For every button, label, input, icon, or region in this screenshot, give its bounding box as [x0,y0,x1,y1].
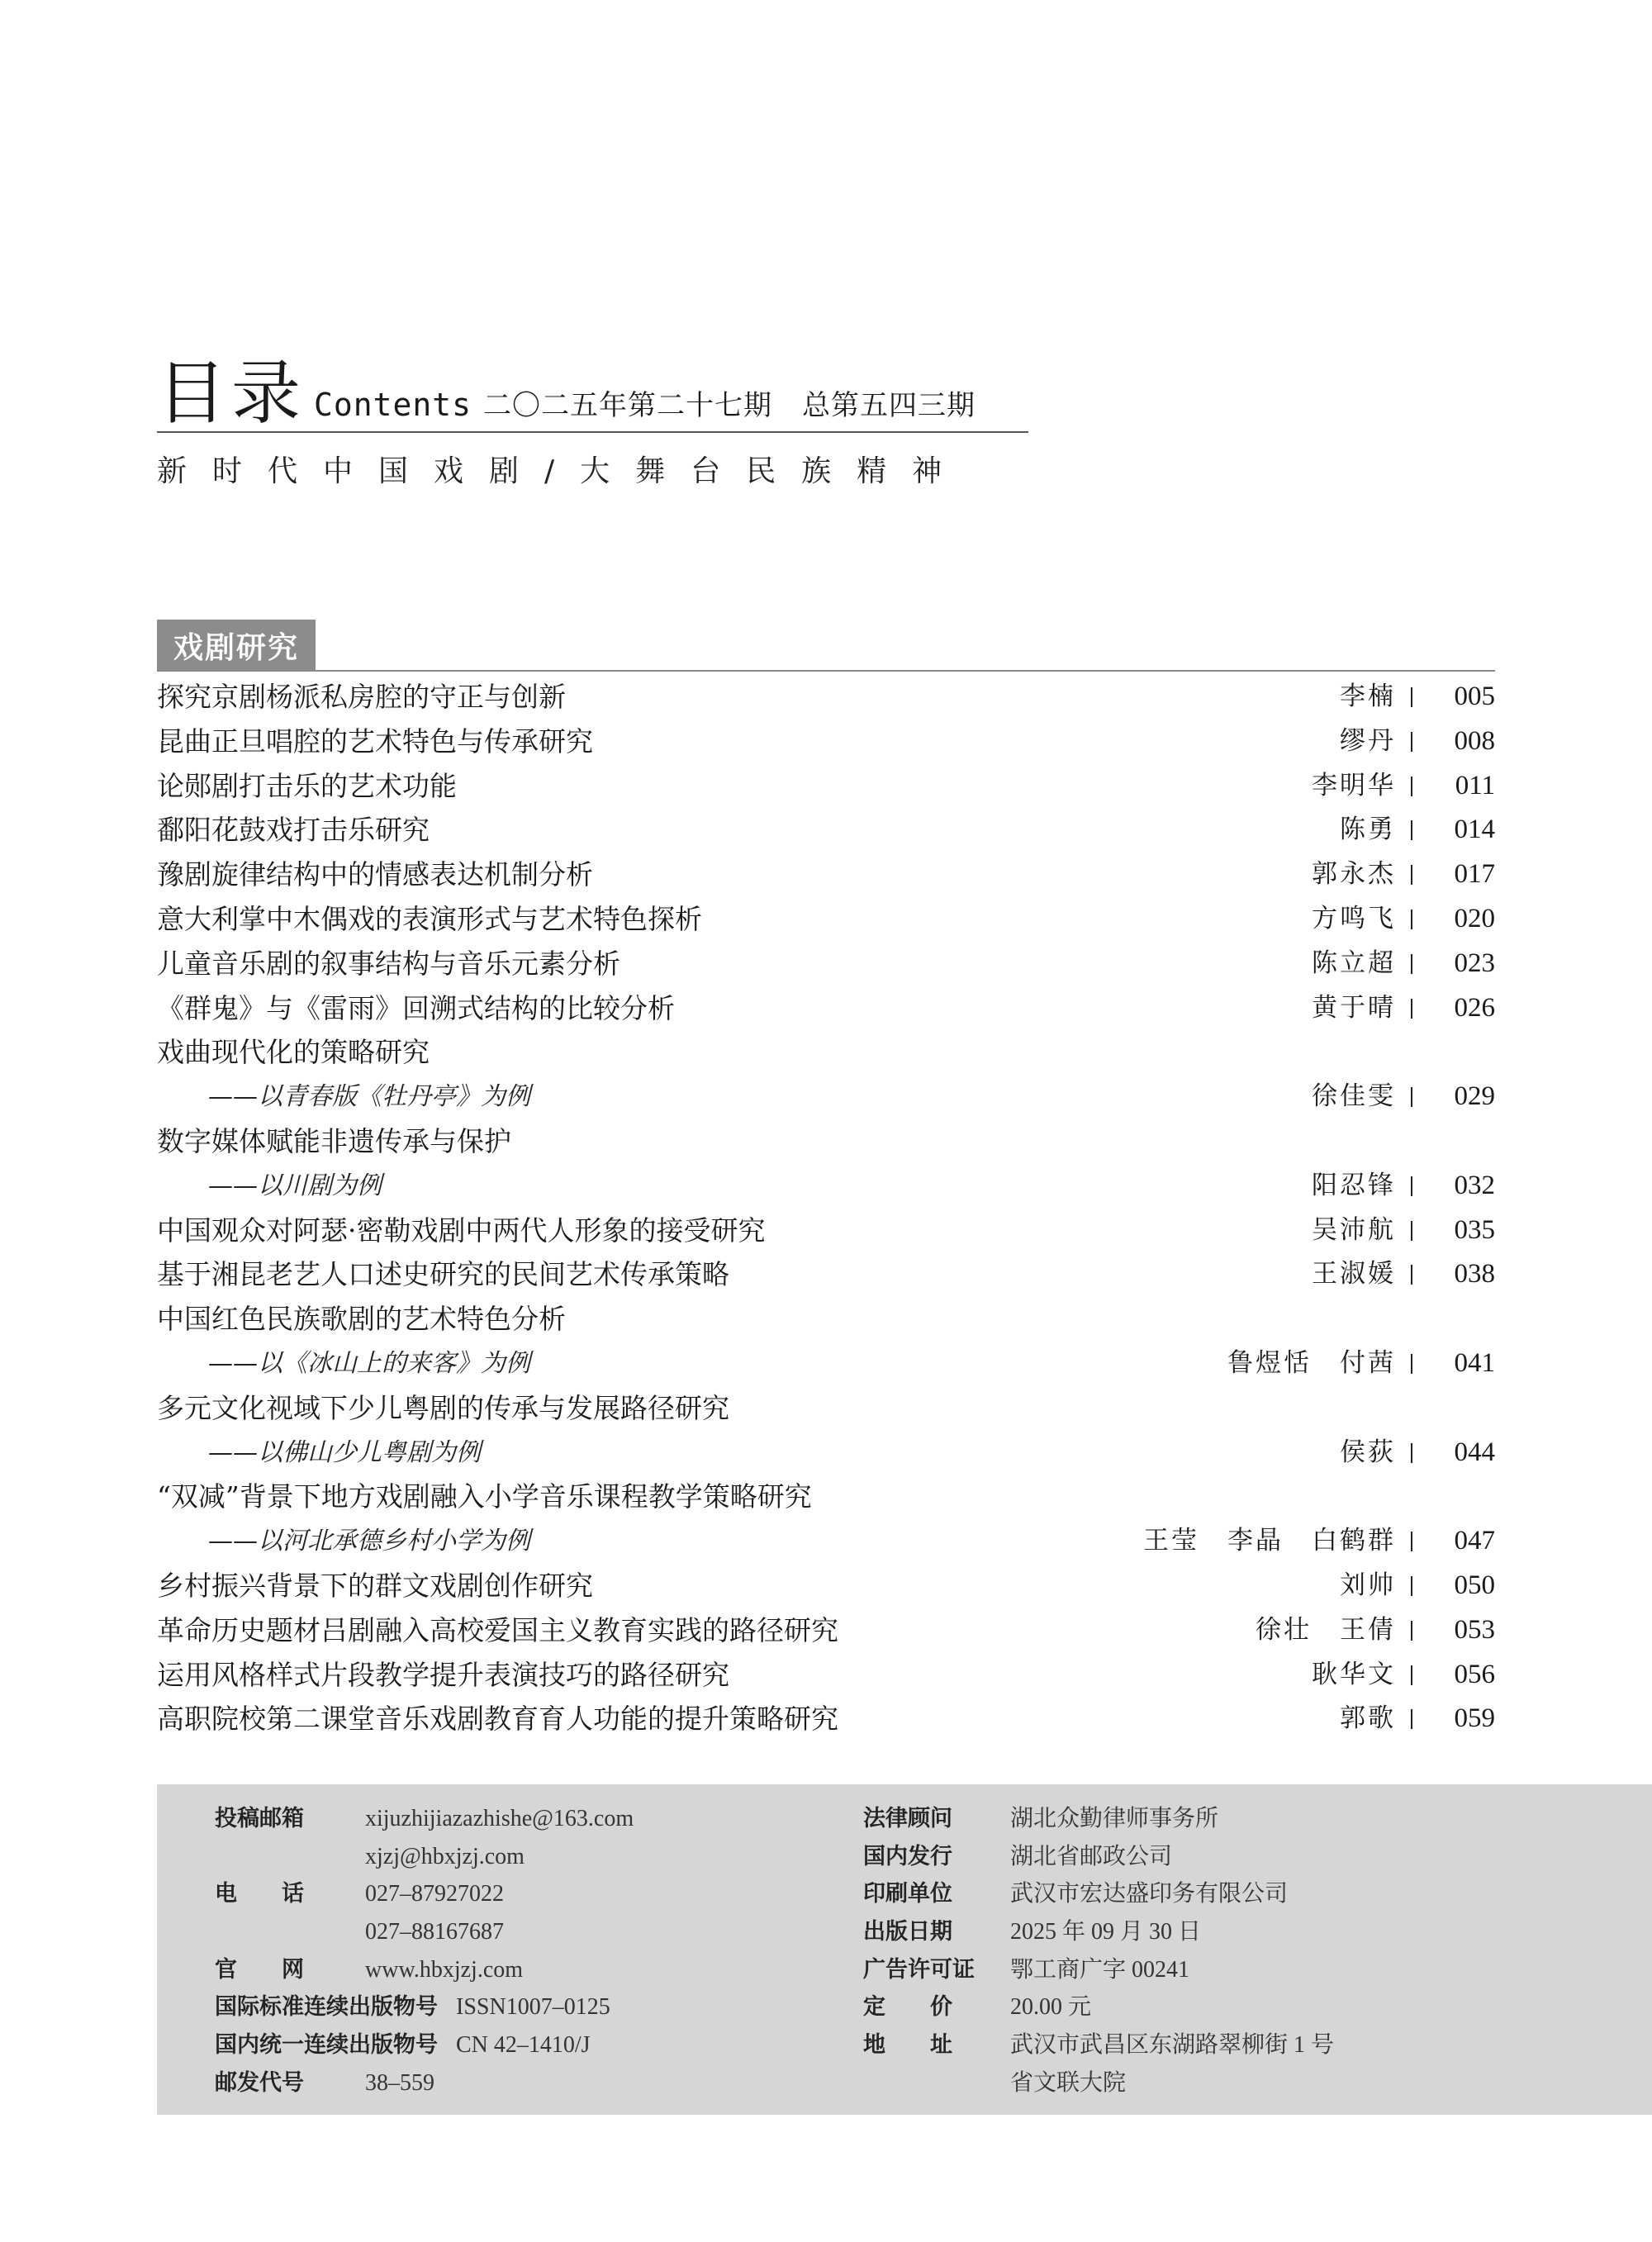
page-number: 050 [1454,1570,1495,1600]
toc-row[interactable] [157,1475,1495,1519]
page-separator [1411,999,1412,1019]
article-author: 李明华 [1312,770,1396,800]
article-author: 方鸣飞 [1312,903,1396,933]
toc-row[interactable] [157,1608,1495,1653]
article-subtitle: ——以河北承德乡村小学为例 [208,1527,530,1556]
info-value: 省文联大院 [1010,2069,1127,2096]
info-column-right [863,1799,1334,2102]
info-value: www.hbxjzj.com [365,1956,524,1983]
info-row [215,1874,634,1912]
article-author: 缪丹 [1340,725,1396,756]
article-title: 高职院校第二课堂音乐戏剧教育育人功能的提升策略研究 [157,1703,838,1736]
info-label: 法律顾问 [863,1806,952,1831]
info-value: CN 42–1410/J [456,2032,591,2059]
page-number: 044 [1454,1437,1495,1467]
article-title: 论郧剧打击乐的艺术功能 [157,769,457,802]
toc-row[interactable] [157,1119,1495,1164]
article-author: 阳忍锋 [1312,1170,1396,1200]
info-label: 定 价 [863,1994,952,2021]
page-separator [1411,1087,1412,1107]
page-separator [1411,1576,1412,1596]
article-title: 多元文化视域下少儿粤剧的传承与发展路径研究 [157,1391,729,1424]
page-separator [1411,687,1412,707]
section-header [157,617,1495,672]
info-label: 国内发行 [863,1843,952,1869]
total-issue-number: 总第五四三期 [802,389,976,422]
toc-row[interactable] [157,1030,1495,1075]
article-author: 耿华文 [1312,1659,1396,1689]
info-label: 邮发代号 [215,2069,304,2096]
article-author: 陈勇 [1340,815,1396,845]
page-number: 005 [1454,682,1495,711]
article-title: 豫剧旋律结构中的情感表达机制分析 [157,858,593,891]
info-label: 广告许可证 [863,1956,975,1983]
page-separator [1411,865,1412,885]
article-author: 王淑媛 [1312,1259,1396,1290]
page-number: 059 [1454,1703,1495,1734]
info-row [863,2064,1334,2102]
info-row [863,1874,1334,1912]
article-title: 中国观众对阿瑟·密勒戏剧中两代人形象的接受研究 [157,1214,766,1247]
toc-row[interactable] [157,1697,1495,1741]
info-value: 湖北众勤律师事务所 [1010,1806,1219,1831]
page-separator [1411,777,1412,796]
info-label: 电 话 [215,1881,304,1907]
article-title: 昆曲正旦唱腔的艺术特色与传承研究 [157,724,593,758]
article-title: 中国红色民族歌剧的艺术特色分析 [157,1303,566,1336]
info-value: 鄂工商广字 00241 [1010,1956,1190,1983]
article-author: 吴沛航 [1312,1214,1396,1245]
page-number: 056 [1454,1659,1495,1689]
article-title: 儿童音乐剧的叙事结构与音乐元素分析 [157,947,620,980]
info-row [863,1950,1334,1988]
article-subtitle: ——以川剧为例 [208,1171,382,1200]
page-separator [1411,1221,1412,1241]
info-row [863,1837,1334,1875]
info-row [215,2064,634,2102]
article-title: 革命历史题材吕剧融入高校爱国主义教育实践的路径研究 [157,1613,838,1646]
info-row [215,1912,634,1950]
masthead [157,354,1028,490]
page-title: 目录 [157,353,306,434]
article-author: 侯荻 [1340,1437,1396,1467]
page-number: 026 [1454,992,1495,1023]
toc-subtitle-row[interactable] [157,1075,1495,1119]
toc-row[interactable] [157,1297,1495,1342]
info-value: 武汉市武昌区东湖路翠柳街 1 号 [1010,2032,1335,2059]
page-separator [1411,1443,1412,1463]
toc-row[interactable] [157,1386,1495,1431]
info-value: 38–559 [365,2069,434,2096]
article-subtitle: ——以佛山少儿粤剧为例 [208,1437,481,1467]
info-row [863,1912,1334,1950]
info-value: ISSN1007–0125 [456,1994,610,2021]
page-number: 011 [1455,770,1495,800]
article-author: 刘帅 [1340,1570,1396,1600]
info-value: xijuzhijiazazhishe@163.com [365,1806,634,1831]
toc-row[interactable] [157,808,1495,853]
toc-row[interactable] [157,764,1495,809]
article-title: 意大利掌中木偶戏的表演形式与艺术特色探析 [157,902,702,935]
info-row [215,1950,634,1988]
page-separator [1411,910,1412,929]
article-title: 基于湘昆老艺人口述史研究的民间艺术传承策略 [157,1258,729,1291]
info-row [215,1799,634,1837]
toc-row[interactable] [157,853,1495,897]
article-author: 黄于晴 [1312,992,1396,1023]
publication-info-panel [157,1784,1652,2115]
article-title: 乡村振兴背景下的群文戏剧创作研究 [157,1569,593,1602]
article-title: 数字媒体赋能非遗传承与保护 [157,1124,511,1157]
article-subtitle: ——以青春版《牡丹亭》为例 [208,1082,530,1112]
article-author: 鲁煜恬 付茜 [1227,1347,1396,1378]
toc-row[interactable] [157,1653,1495,1698]
page-separator [1411,1532,1412,1551]
article-author: 王莹 李晶 白鹤群 [1143,1526,1396,1556]
article-title: 《群鬼》与《雷雨》回溯式结构的比较分析 [157,991,675,1024]
page-subtitle: 新时代中国戏剧/大舞台民族精神 [157,454,968,488]
info-row [215,1988,634,2026]
info-row [863,2026,1334,2064]
page-number: 038 [1454,1259,1495,1290]
article-title: 戏曲现代化的策略研究 [157,1036,430,1069]
toc-row[interactable] [157,1209,1495,1253]
page-title-english: Contents [314,387,472,423]
info-value: 027–88167687 [365,1919,504,1945]
page-separator [1411,1665,1412,1685]
section-title: 戏剧研究 [157,620,316,670]
title-row [157,354,1028,433]
info-label: 国际标准连续出版物号 [215,1994,438,2021]
toc-subtitle-row[interactable] [157,1342,1495,1386]
info-label: 地 址 [863,2032,952,2059]
toc-subtitle-row[interactable] [157,1519,1495,1564]
article-author: 徐壮 王倩 [1256,1614,1396,1645]
toc-row[interactable] [157,1564,1495,1608]
page-number: 020 [1454,903,1495,933]
page-separator [1411,954,1412,974]
page-separator [1411,1265,1412,1285]
article-author: 郭永杰 [1312,859,1396,890]
toc-row[interactable] [157,897,1495,942]
info-label: 投稿邮箱 [215,1806,304,1831]
page-number: 023 [1454,948,1495,978]
toc-subtitle-row[interactable] [157,1431,1495,1475]
page-separator [1411,1709,1412,1729]
page-separator [1411,732,1412,752]
toc-row[interactable] [157,1252,1495,1297]
page-number: 047 [1454,1526,1495,1556]
page-separator [1411,820,1412,840]
article-title: “双减”背景下地方戏剧融入小学音乐课程教学策略研究 [157,1480,812,1513]
page-number: 041 [1454,1347,1495,1378]
article-title: 鄱阳花鼓戏打击乐研究 [157,814,430,847]
page-number: 014 [1454,815,1495,845]
info-label: 国内统一连续出版物号 [215,2032,438,2059]
info-row [215,2026,634,2064]
page-number: 035 [1454,1214,1495,1245]
article-title: 运用风格样式片段教学提升表演技巧的路径研究 [157,1658,729,1691]
toc-subtitle-row[interactable] [157,1164,1495,1209]
article-author: 徐佳雯 [1312,1081,1396,1112]
toc-row[interactable] [157,986,1495,1031]
info-value: 20.00 元 [1010,1994,1092,2021]
info-column-left [215,1799,634,2102]
page-number: 017 [1454,859,1495,890]
info-value: 2025 年 09 月 30 日 [1010,1919,1202,1945]
info-label: 印刷单位 [863,1881,952,1907]
table-of-contents [157,675,1495,1741]
info-row [863,1799,1334,1837]
page-separator [1411,1621,1412,1641]
toc-row[interactable] [157,720,1495,764]
info-label: 官 网 [215,1956,304,1983]
article-subtitle: ——以《冰山上的来客》为例 [208,1348,530,1378]
info-row [863,1988,1334,2026]
page-number: 008 [1454,725,1495,756]
info-value: 湖北省邮政公司 [1010,1843,1173,1869]
article-author: 陈立超 [1312,948,1396,978]
issue-number: 二〇二五年第二十七期 [483,389,773,422]
article-title: 探究京剧杨派私房腔的守正与创新 [157,681,566,713]
page-separator [1411,1354,1412,1374]
info-label: 出版日期 [863,1919,952,1945]
article-author: 李楠 [1340,682,1396,711]
info-row [215,1837,634,1875]
info-value: 武汉市宏达盛印务有限公司 [1010,1881,1289,1907]
toc-row[interactable] [157,675,1495,720]
toc-row[interactable] [157,942,1495,986]
info-value: 027–87927022 [365,1881,504,1907]
article-author: 郭歌 [1340,1703,1396,1734]
page-number: 053 [1454,1614,1495,1645]
section-rule [157,617,1495,672]
page-number: 029 [1454,1081,1495,1112]
page-number: 032 [1454,1170,1495,1200]
page-separator [1411,1176,1412,1196]
info-value: xjzj@hbxjzj.com [365,1843,525,1869]
